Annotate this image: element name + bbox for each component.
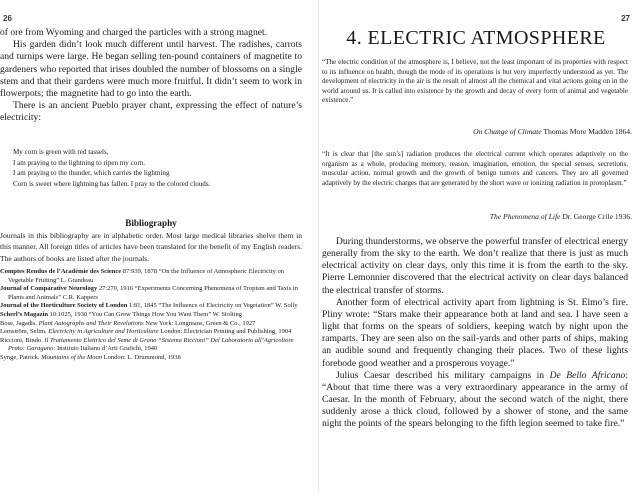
reference-item: Riccioni, Bindo. Il Trattamento Elettrico del Seme di Grano “Sistema Riccioni” Del Laboratorio all’Agricoltore Prato: Garagano: Instituto Italiano d’Arti Grafichi, 1940 — [0, 336, 294, 353]
paragraph: of ore from Wyoming and charged the particles with a strong magnet. — [0, 27, 268, 38]
poem-line: I am praying to the thunder, which carries the lightning — [13, 169, 170, 178]
epigraph-quote: “The electric condition of the atmosphere is, I believe, not the least important of its properties with respect to its influence on health, though the mode of its operations is but very imperfectly understood as yet. The development of electricity in the air is the result of almost all the chemical and vital actions going on in the world around us. It is called into existence by the growth and decay of every form of animal and vegetable existence.” — [322, 58, 628, 104]
epigraph-quote: “It is clear that [the sun’s] radiation produces the electrical current which operates adaptively on the organism as a whole, producing memory, reason, imagination, emotion, the special senses, secretions, muscular action, normal growth and the growth of benign tumors and cancers. They are all governed adaptively by the electric charges that are generated by the short wave or ionizing radiation in protoplasm.” — [322, 150, 628, 187]
reference-list — [0, 268, 304, 363]
reference-item: Comptes Rendus de l’Académie des Science 87:939, 1878 “On the Influence of Atmospheric Electricity on Vegetable Fruiting” L. Grandeau — [0, 268, 284, 284]
right-page-number: 27 — [621, 14, 630, 23]
reference-item: Lemström, Selim. Electricity in Agriculture and Horticulture London: Electrician Printing and Publishing, 1904 — [0, 328, 292, 336]
reference-item: Synge, Patrick. Mountains of the Moon London: L. Drummond, 1938 — [0, 353, 181, 361]
poem-line: Corn is sweet where lightning has fallen. I pray to the colored clouds. — [13, 179, 211, 188]
chapter-title: 4. ELECTRIC ATMOSPHERE — [346, 27, 606, 49]
reference-item: Journal of Comparative Neurology 27:270, 1916 “Experiments Concerning Phenomena of Tropism and Taxis in Plants and Animals” C.R. Kappers — [0, 285, 298, 301]
paragraph: Another form of electrical activity apart from lightning is St. Elmo’s fire. Pliny wrote: “Stars make their appearance both at land and sea. I have seen a light that forms on the spears of soldiers, keeping watch by night upon the ramparts. They are seen also on the sail-yards and other parts of ships, making an audible sound and frequently changing their places. Two of these lights forebode good weather and a prosperous voyage.” — [322, 296, 628, 369]
left-page-number: 26 — [3, 14, 12, 23]
paragraph: There is an ancient Pueblo prayer chant, expressing the effect of nature’s electricity: — [0, 100, 302, 124]
page-gutter — [318, 0, 319, 493]
reference-item: Journal of the Horticulture Society of London 1:81, 1845 “The Influence of Electricity on Vegetation” W. Solly — [0, 302, 298, 310]
bibliography-heading: Bibliography — [125, 218, 177, 228]
epigraph-attribution: On Change of Climate Thomas More Madden 1864. — [473, 127, 632, 136]
left-page-body — [0, 27, 302, 125]
bibliography-intro: Journals in this bibliography are in alphabetic order. Most large medical libraries shelve them in this manner. All foreign titles of articles have been translated for the benefit of my English readers. The authors of books are listed after the journals. — [0, 231, 302, 263]
right-page — [322, 0, 638, 493]
paragraph: During thunderstorms, we observe the powerful transfer of electrical energy generally from the sky to the earth. We don’t realize that there is just as much electrical activity on clear days, only this time it is from the earth to the sky. Pierre Lemonnier discovered that the electrical activity on clear days balanced the electrical transfer of storms. — [322, 236, 628, 296]
left-page — [0, 0, 316, 493]
epigraph-attribution: The Phenomena of Life Dr. George Crile 1936. — [489, 212, 632, 221]
poem-line: My corn is green with red tassels, — [13, 148, 109, 156]
reference-item: Scherl’s Magazin 10:1025, 1930 “You Can Grow Things How You Want Them” W. Stolting — [0, 310, 242, 318]
paragraph: Julius Caesar described his military campaigns in De Bello Africano: “About that time there was a very extraordinary appearance in the army of Caesar. In the month of February, about the second watch of the night, there suddenly arose a thick cloud, followed by a shower of stone, and the same night the points of the spears belonging to the fifth legion seemed to take fire.” — [322, 369, 628, 430]
paragraph: His garden didn’t look much different until harvest. The radishes, carrots and turnips were large. He began selling ten-pound containers of magnetite to gardeners who reported that irises doubled the number of blossoms on a single stem and that their gardens were much more fruitful. It didn’t seem to work in flowerpots; the magnetite had to go into the earth. — [0, 39, 302, 100]
pueblo-prayer-chant — [13, 147, 303, 189]
poem-line: I am praying to the lightning to ripen my corn. — [13, 158, 145, 167]
reference-item: Bose, Jagadis. Plant Autographs and Their Revelations New York: Longmans, Green & Co., 1927 — [0, 319, 256, 327]
right-page-body — [322, 236, 628, 431]
